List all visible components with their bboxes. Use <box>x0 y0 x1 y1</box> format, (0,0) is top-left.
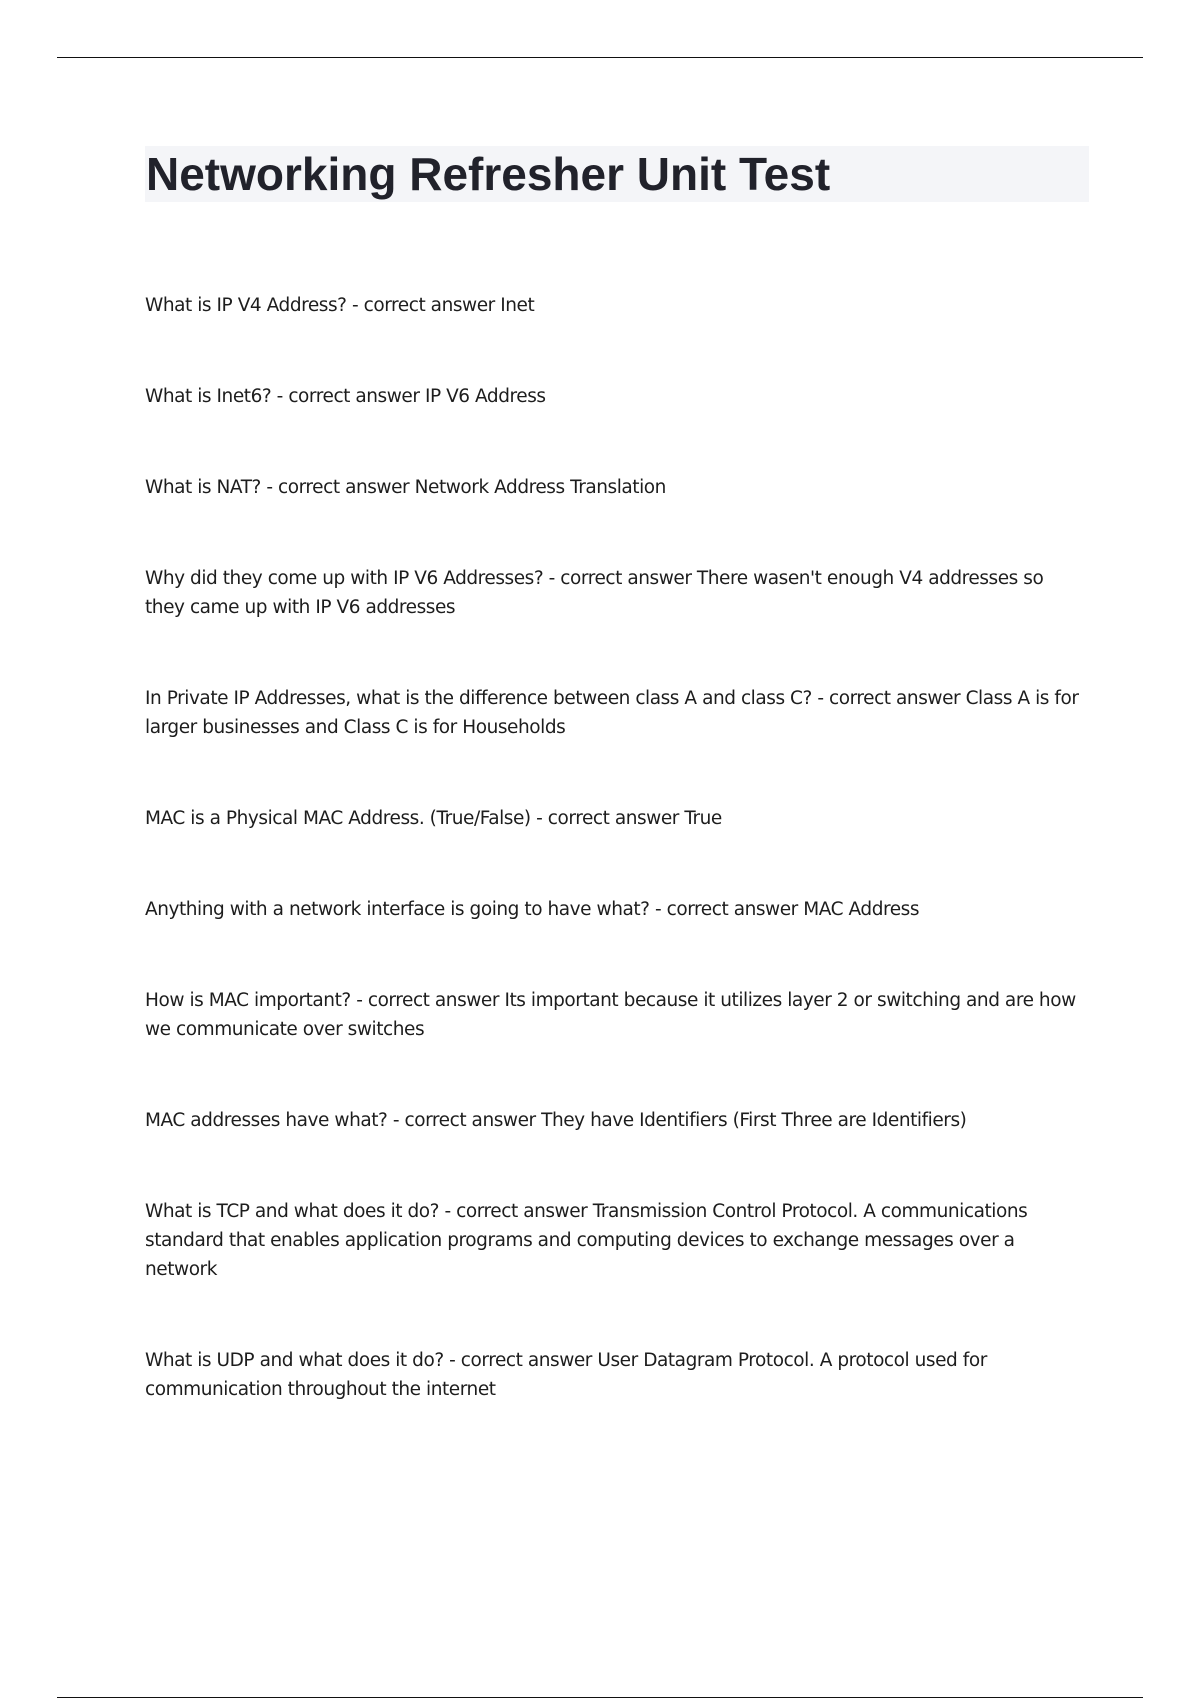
question-item: What is Inet6? - correct answer IP V6 Address <box>145 386 546 407</box>
question-item: Anything with a network interface is going to have what? - correct answer MAC Address <box>145 899 920 920</box>
question-item: MAC is a Physical MAC Address. (True/False) - correct answer True <box>145 808 722 829</box>
bottom-rule <box>57 1697 1143 1698</box>
question-item: MAC addresses have what? - correct answer They have Identifiers (First Three are Identifiers) <box>145 1110 967 1131</box>
question-list <box>145 291 1080 1466</box>
question-item: What is NAT? - correct answer Network Address Translation <box>145 477 666 498</box>
question-item: In Private IP Addresses, what is the difference between class A and class C? - correct answer Class A is for larger businesses and Class C is for Households <box>145 688 1079 738</box>
question-item: What is IP V4 Address? - correct answer Inet <box>145 295 535 316</box>
page-title: Networking Refresher Unit Test <box>146 148 831 200</box>
question-item: What is TCP and what does it do? - correct answer Transmission Control Protocol. A communications standard that enables application programs and computing devices to exchange messages over a network <box>145 1201 1028 1280</box>
question-item: What is UDP and what does it do? - correct answer User Datagram Protocol. A protocol used for communication throughout the internet <box>145 1350 987 1400</box>
top-rule <box>57 57 1143 58</box>
question-item: Why did they come up with IP V6 Addresses? - correct answer There wasen't enough V4 addresses so they came up with IP V6 addresses <box>145 568 1044 618</box>
question-item: How is MAC important? - correct answer Its important because it utilizes layer 2 or switching and are how we communicate over switches <box>145 990 1076 1040</box>
